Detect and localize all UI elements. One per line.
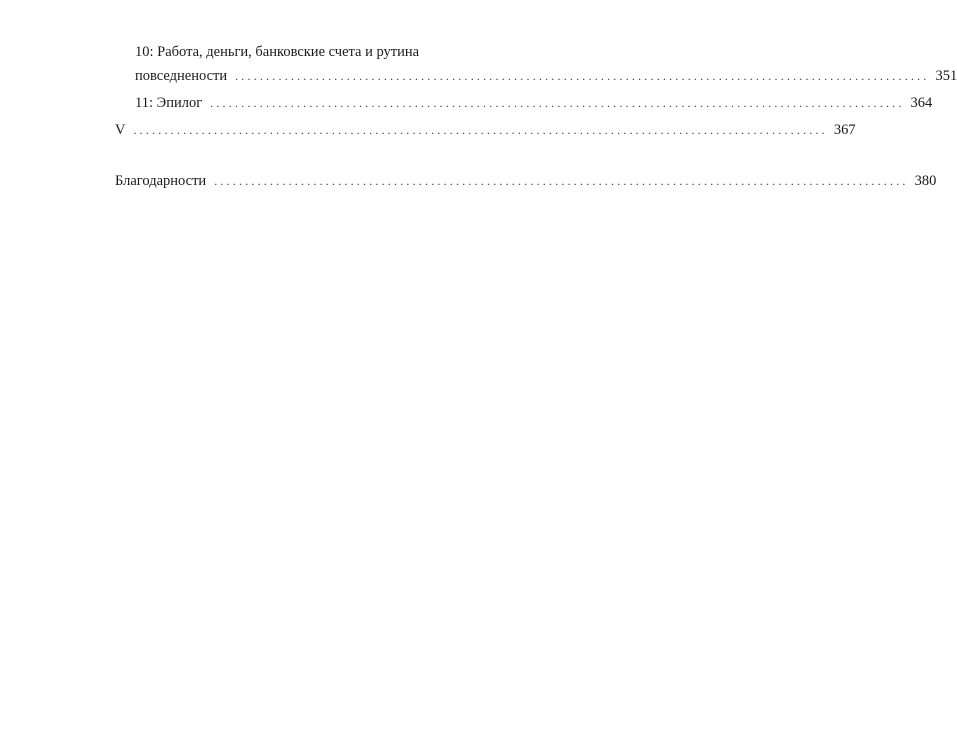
page-number: 364 (910, 95, 933, 111)
dot-leader: ................................................................................................................ (210, 96, 905, 110)
page-number: 367 (833, 122, 856, 138)
toc-entry-title: Благодарности (115, 173, 207, 189)
page-number: 351 (935, 68, 957, 84)
toc-entry-title-line-2: повседнености (135, 68, 228, 84)
toc-entry-chapter-10[interactable] (115, 40, 957, 88)
toc-entry-part-v[interactable] (115, 118, 856, 142)
dot-leader: ................................................................................................................ (235, 69, 930, 83)
spacer (115, 142, 485, 169)
dot-leader: ................................................................................................................ (214, 174, 909, 188)
toc-entry-title: V (115, 122, 126, 138)
dot-leader: ................................................................................................................ (133, 123, 828, 137)
page-number: 380 (914, 173, 937, 189)
toc-entry-acknowledgements[interactable] (115, 169, 937, 193)
table-of-contents (115, 40, 957, 193)
toc-entry-title: 11: Эпилог (135, 95, 203, 111)
toc-entry-chapter-11[interactable] (115, 91, 933, 115)
toc-entry-title-line-1: 10: Работа, деньги, банковские счета и рутина (135, 44, 420, 60)
